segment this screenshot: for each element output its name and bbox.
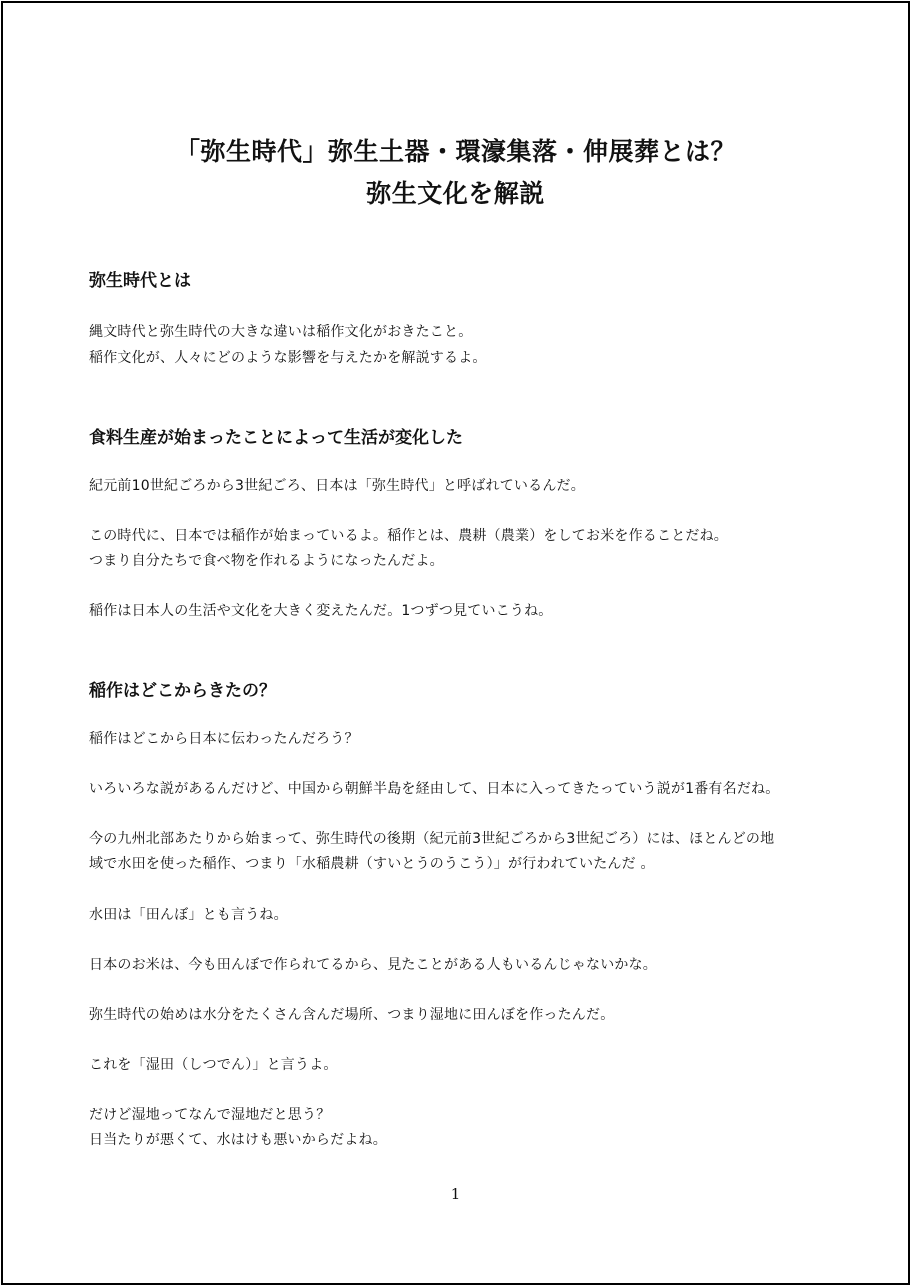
paragraph-line: 日当たりが悪くて、水はけも悪いからだよね。 (89, 1132, 387, 1148)
section-heading: 稲作はどこからきたの？ (89, 681, 276, 701)
paragraph-line: 域で水田を使った稲作、つまり「水稲農耕（すいとうのうこう）」が行われていたんだ 。 (89, 856, 655, 872)
paragraph-line: 稲作文化が、人々にどのような影響を与えたかを解説するよ。 (89, 350, 487, 366)
paragraph-line: つまり自分たちで食べ物を作れるようになったんだよ。 (89, 553, 444, 569)
document-title-line-1: 「弥生時代」弥生土器・環濠集落・伸展葬とは？ (174, 137, 736, 166)
document-title-line-2: 弥生文化を解説 (366, 179, 545, 208)
paragraph-line: だけど湿地ってなんで湿地だと思う？ (89, 1107, 331, 1123)
paragraph-line: 水田は「田んぼ」とも言うね。 (89, 907, 288, 923)
page-number: 1 (450, 1185, 461, 1203)
paragraph-line: 縄文時代と弥生時代の大きな違いは稲作文化がおきたこと。 (89, 324, 473, 340)
paragraph-line: 稲作はどこから日本に伝わったんだろう？ (89, 731, 359, 747)
paragraph-line: これを「湿田（しつでん）」と言うよ。 (89, 1057, 338, 1073)
paragraph-line: 日本のお米は、今も田んぼで作られてるから、見たことがある人もいるんじゃないかな。 (89, 957, 657, 973)
paragraph-line: 稲作は日本人の生活や文化を大きく変えたんだ。1つずつ見ていこうね。 (89, 603, 553, 619)
paragraph-line: いろいろな説があるんだけど、中国から朝鮮半島を経由して、日本に入ってきたっていう説が1番有名だね。 (89, 781, 780, 797)
paragraph-line: 今の九州北部あたりから始まって、弥生時代の後期（紀元前3世紀ごろから3世紀ごろ）には、ほとんどの地 (89, 831, 775, 847)
paragraph-line: 弥生時代の始めは水分をたくさん含んだ場所、つまり湿地に田んぼを作ったんだ。 (89, 1007, 615, 1023)
paragraph-line: 紀元前10世紀ごろから3世紀ごろ、日本は「弥生時代」と呼ばれているんだ。 (89, 478, 585, 494)
paragraph-line: この時代に、日本では稲作が始まっているよ。稲作とは、農耕（農業）をしてお米を作ることだね。 (89, 528, 728, 544)
section-heading: 食料生産が始まったことによって生活が変化した (89, 428, 463, 448)
section-heading: 弥生時代とは (89, 271, 191, 291)
